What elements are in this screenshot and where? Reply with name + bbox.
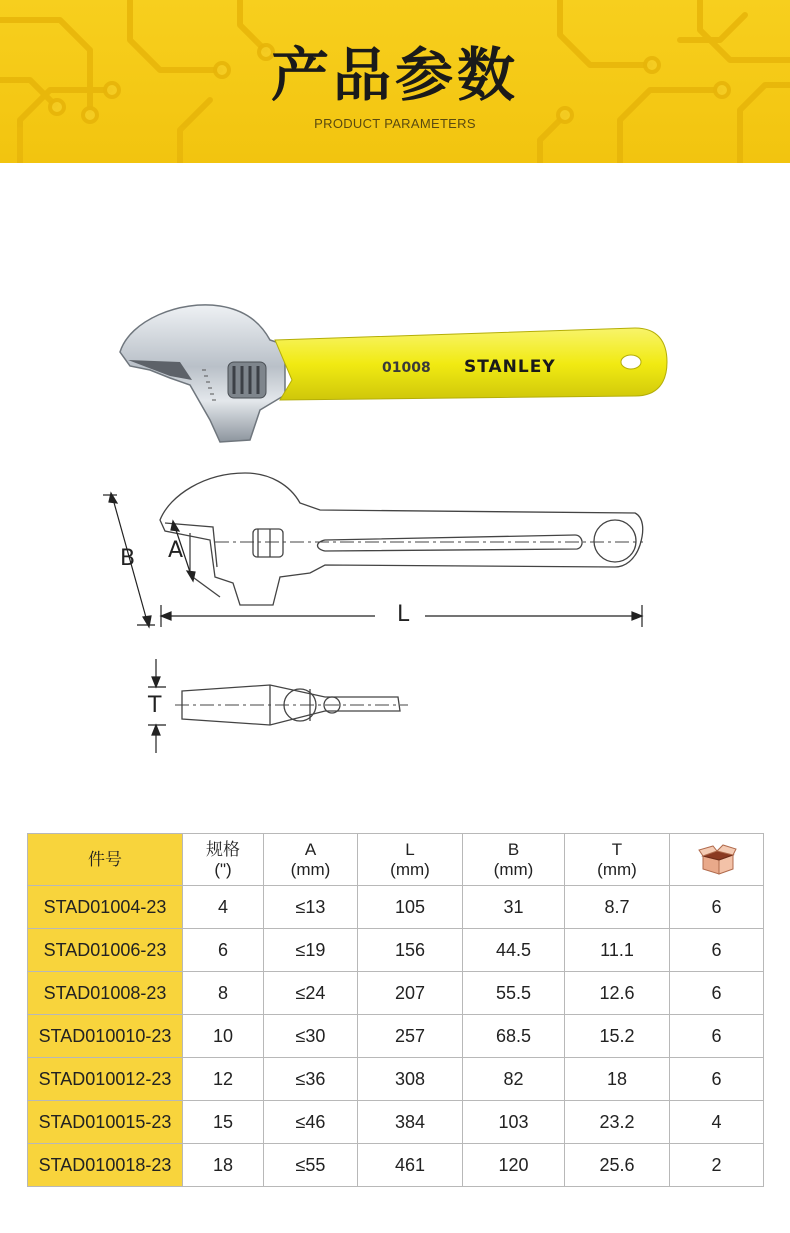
table-row xyxy=(28,972,764,1015)
header-size-unit: (") xyxy=(214,859,232,879)
header-t-label: T xyxy=(611,839,623,859)
cell-b: 55.5 xyxy=(463,972,565,1015)
dimension-label-b: B xyxy=(120,546,136,571)
cell-b: 120 xyxy=(463,1144,565,1187)
specification-table xyxy=(27,833,764,1187)
header-l-unit: (mm) xyxy=(390,859,430,879)
cell-pack-quantity: 6 xyxy=(670,886,764,929)
cell-part-number: STAD010015-23 xyxy=(28,1101,183,1144)
page-subtitle: PRODUCT PARAMETERS xyxy=(314,116,476,131)
product-brand-mark: STANLEY xyxy=(464,357,556,377)
cell-a: ≤13 xyxy=(264,886,358,929)
table-row xyxy=(28,929,764,972)
cell-l: 257 xyxy=(358,1015,463,1058)
cell-t: 11.1 xyxy=(565,929,670,972)
header-b xyxy=(463,834,565,886)
cell-b: 44.5 xyxy=(463,929,565,972)
cell-l: 156 xyxy=(358,929,463,972)
header-l-label: L xyxy=(405,839,415,859)
cell-size: 10 xyxy=(183,1015,264,1058)
cell-t: 15.2 xyxy=(565,1015,670,1058)
cell-part-number: STAD01006-23 xyxy=(28,929,183,972)
cell-a: ≤19 xyxy=(264,929,358,972)
cell-a: ≤30 xyxy=(264,1015,358,1058)
cell-size: 18 xyxy=(183,1144,264,1187)
cell-l: 461 xyxy=(358,1144,463,1187)
header-size xyxy=(183,834,264,886)
cell-l: 207 xyxy=(358,972,463,1015)
table-row xyxy=(28,1144,764,1187)
header-a-label: A xyxy=(304,839,317,859)
cell-t: 12.6 xyxy=(565,972,670,1015)
cell-pack-quantity: 6 xyxy=(670,929,764,972)
table-header-row xyxy=(28,834,764,886)
cell-part-number: STAD01008-23 xyxy=(28,972,183,1015)
cell-t: 25.6 xyxy=(565,1144,670,1187)
header-a-unit: (mm) xyxy=(290,859,331,879)
dimension-label-l: L xyxy=(397,602,410,627)
header-pack-quantity xyxy=(670,834,764,886)
cell-b: 68.5 xyxy=(463,1015,565,1058)
header-b-unit: (mm) xyxy=(493,859,534,879)
table-row xyxy=(28,1101,764,1144)
table-row xyxy=(28,1058,764,1101)
cell-size: 4 xyxy=(183,886,264,929)
cell-size: 8 xyxy=(183,972,264,1015)
header-part-number: 件号 xyxy=(28,834,183,886)
cell-part-number: STAD010010-23 xyxy=(28,1015,183,1058)
cell-t: 8.7 xyxy=(565,886,670,929)
header-l xyxy=(358,834,463,886)
wrench-thickness-diagram xyxy=(140,655,420,760)
dimension-label-t: T xyxy=(148,693,162,718)
carton-box-icon xyxy=(697,844,737,876)
cell-b: 31 xyxy=(463,886,565,929)
cell-l: 384 xyxy=(358,1101,463,1144)
cell-pack-quantity: 2 xyxy=(670,1144,764,1187)
cell-a: ≤36 xyxy=(264,1058,358,1101)
product-photo xyxy=(110,300,680,450)
header-banner xyxy=(0,0,790,163)
cell-size: 6 xyxy=(183,929,264,972)
header-t xyxy=(565,834,670,886)
cell-a: ≤24 xyxy=(264,972,358,1015)
cell-size: 15 xyxy=(183,1101,264,1144)
cell-pack-quantity: 6 xyxy=(670,1015,764,1058)
dimension-label-a: A xyxy=(168,538,184,563)
cell-pack-quantity: 6 xyxy=(670,1058,764,1101)
cell-b: 103 xyxy=(463,1101,565,1144)
cell-t: 23.2 xyxy=(565,1101,670,1144)
cell-a: ≤46 xyxy=(264,1101,358,1144)
cell-l: 308 xyxy=(358,1058,463,1101)
cell-b: 82 xyxy=(463,1058,565,1101)
table-row xyxy=(28,1015,764,1058)
header-b-label: B xyxy=(507,839,520,859)
cell-l: 105 xyxy=(358,886,463,929)
cell-a: ≤55 xyxy=(264,1144,358,1187)
header-a xyxy=(264,834,358,886)
cell-part-number: STAD010018-23 xyxy=(28,1144,183,1187)
cell-part-number: STAD010012-23 xyxy=(28,1058,183,1101)
cell-pack-quantity: 6 xyxy=(670,972,764,1015)
cell-t: 18 xyxy=(565,1058,670,1101)
table-row xyxy=(28,886,764,929)
header-t-unit: (mm) xyxy=(597,859,637,879)
product-model-mark: 01008 xyxy=(382,360,431,376)
page-title: 产品参数 xyxy=(270,41,519,109)
cell-part-number: STAD01004-23 xyxy=(28,886,183,929)
cell-pack-quantity: 4 xyxy=(670,1101,764,1144)
header-size-label: 规格 xyxy=(206,839,240,859)
cell-size: 12 xyxy=(183,1058,264,1101)
